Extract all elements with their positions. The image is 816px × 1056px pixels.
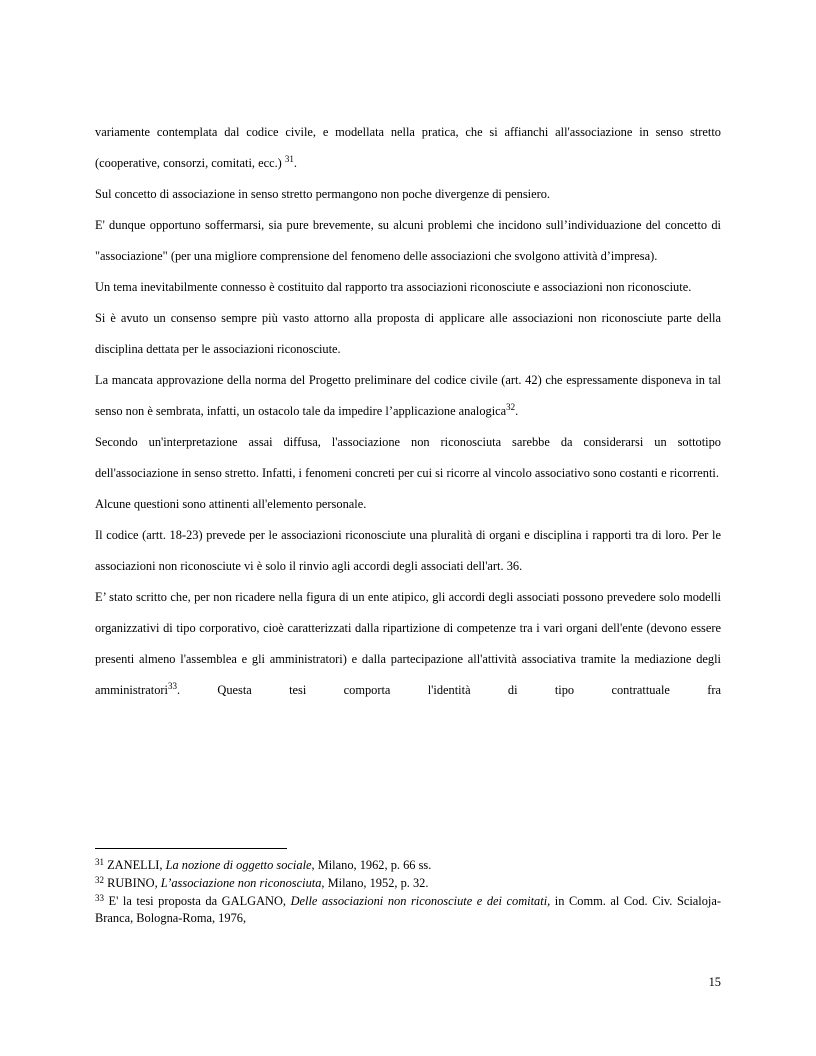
footnote-33 xyxy=(95,893,721,927)
paragraph-6 xyxy=(95,365,721,427)
body-text xyxy=(95,117,721,706)
footnote-text: ZANELLI, xyxy=(104,858,166,872)
footnote-separator xyxy=(95,848,287,849)
paragraph-1 xyxy=(95,117,721,179)
footnote-text: , Milano, 1952, p. 32. xyxy=(321,876,429,890)
paragraph-9: Il codice (artt. 18-23) prevede per le associazioni riconosciute una pluralità di organi e disciplina i rapporti tra di loro. Per le associazioni non riconosciute vi è solo il rinvio agli accordi degli associati dell'art. 36. xyxy=(95,528,721,573)
paragraph-6-text: La mancata approvazione della norma del Progetto preliminare del codice civile (art. 42) che espressamente disponeva in tal senso non è sembrata, infatti, un ostacolo tale da impedire l’applicazione analogica xyxy=(95,373,721,418)
paragraph-10 xyxy=(95,582,721,706)
footnote-ref-32[interactable]: 32 xyxy=(506,402,516,412)
footnote-ref-31[interactable]: 31 xyxy=(284,154,294,164)
footnote-number: 31 xyxy=(95,857,104,867)
footnote-31 xyxy=(95,857,721,874)
footnote-text: , Milano, 1962, p. 66 ss. xyxy=(311,858,432,872)
footnote-text: RUBINO, xyxy=(104,876,161,890)
footnote-number: 32 xyxy=(95,875,104,885)
paragraph-1-text: variamente contemplata dal codice civile, e modellata nella pratica, che si affianchi all'associazione in senso stretto (cooperative, consorzi, comitati, ecc.) xyxy=(95,125,721,170)
footnote-text: in Comm. al Cod. Civ. Scialoja-Branca, Bologna-Roma, 1976, xyxy=(95,894,721,925)
page-number: 15 xyxy=(708,975,721,989)
footnote-title: Delle associazioni non riconosciute e dei comitati, xyxy=(290,894,551,908)
paragraph-3: E' dunque opportuno soffermarsi, sia pure brevemente, su alcuni problemi che incidono sull’individuazione del concetto di "associazione" (per una migliore comprensione del fenomeno delle associazioni che svolgono attività d’impresa). xyxy=(95,218,721,263)
footnotes xyxy=(95,857,721,928)
footnote-32 xyxy=(95,875,721,892)
footnote-title: La nozione di oggetto sociale xyxy=(165,858,312,872)
paragraph-2: Sul concetto di associazione in senso stretto permangono non poche divergenze di pensiero. xyxy=(95,187,551,201)
footnote-ref-33[interactable]: 33 xyxy=(167,681,177,691)
footnote-text: E' la tesi proposta da GALGANO, xyxy=(104,894,291,908)
paragraph-10-end: . Questa tesi comporta l'identità di tipo contrattuale fra xyxy=(176,683,721,697)
paragraph-5: Si è avuto un consenso sempre più vasto attorno alla proposta di applicare alle associazioni non riconosciute parte della disciplina dettata per le associazioni riconosciute. xyxy=(95,311,721,356)
paragraph-4: Un tema inevitabilmente connesso è costituito dal rapporto tra associazioni riconosciute e associazioni non riconosciute. xyxy=(95,280,692,294)
paragraph-1-end: . xyxy=(293,156,298,170)
footnote-title: L’associazione non riconosciuta xyxy=(160,876,322,890)
paragraph-7: Secondo un'interpretazione assai diffusa, l'associazione non riconosciuta sarebbe da considerarsi un sottotipo dell'associazione in senso stretto. Infatti, i fenomeni concreti per cui si ricorre al vincolo associativo sono costanti e ricorrenti. xyxy=(95,435,721,480)
paragraph-10-text: E’ stato scritto che, per non ricadere nella figura di un ente atipico, gli accordi degli associati possono prevedere solo modelli organizzativi di tipo corporativo, cioè caratterizzati dalla ripartizione di competenze tra i vari organi dell'ente (devono essere presenti almeno l'assemblea e gli amministratori) e dalla partecipazione all'attività associativa tramite la mediazione degli amministratori xyxy=(95,590,721,697)
footnote-number: 33 xyxy=(95,893,104,903)
paragraph-8: Alcune questioni sono attinenti all'elemento personale. xyxy=(95,497,367,511)
paragraph-6-end: . xyxy=(515,404,519,418)
